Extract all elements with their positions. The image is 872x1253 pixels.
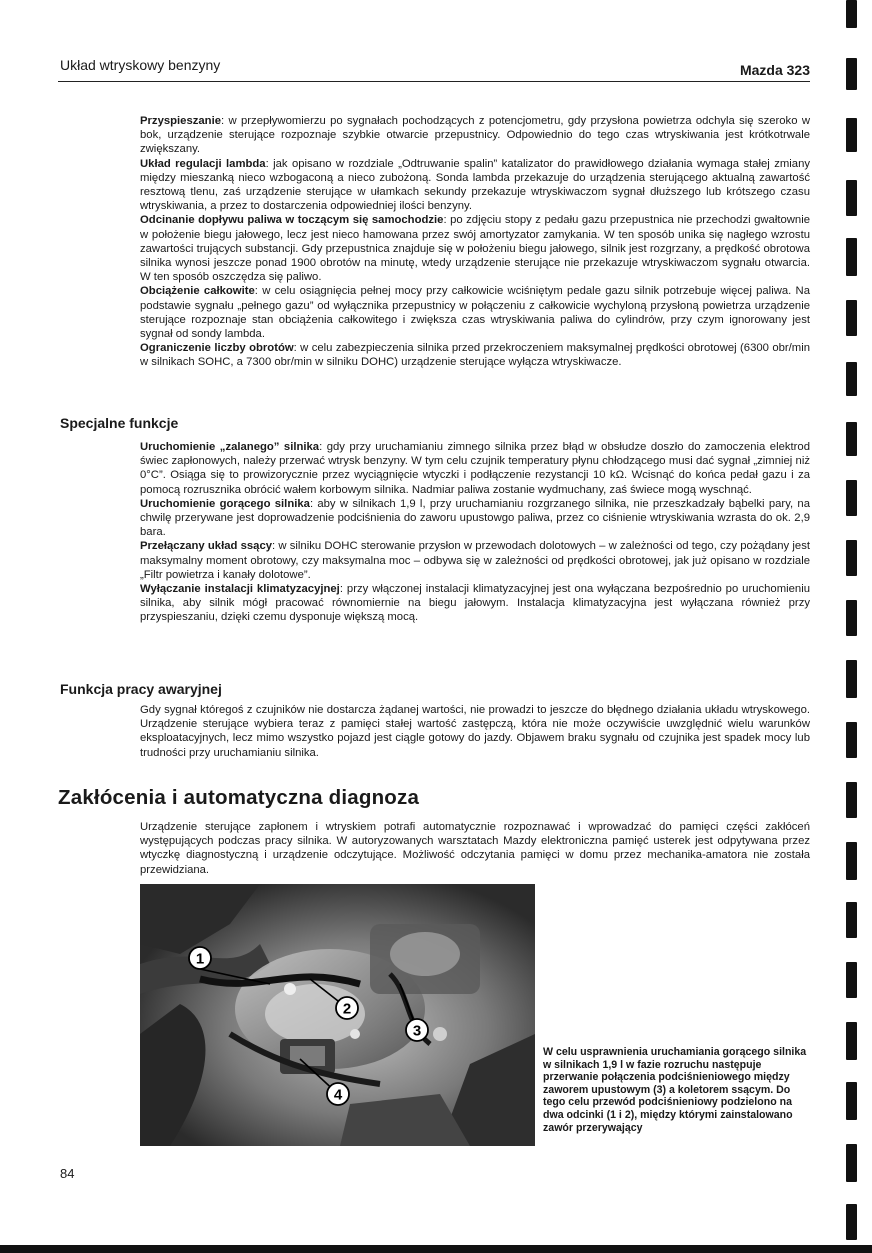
term-fuel-cutoff: Odcinanie dopływu paliwa w toczącym się samochodzie <box>140 214 444 227</box>
callout-3-label: 3 <box>412 1022 422 1040</box>
paragraph-ac-cutoff: Wyłączanie instalacji klimatyzacyjnej: przy włączonej instalacji klimatyzacyjnej jest ona wyłączana bezpośrednio po uruchomieniu silnika, aby silnik mógł pracować równomiernie na biegu jałowym. Instalacja klimatyzacyjna jest wyłączana również przy przyspieszaniu, dzięki czemu dysponuje większą mocą. <box>140 583 810 624</box>
engine-photo <box>140 884 535 1146</box>
term-hot-start: Uruchomienie gorącego silnika <box>140 497 310 510</box>
running-header-vehicle: Mazda 323 <box>739 62 810 78</box>
heading-diagnostics: Zakłócenia i automatyczna diagnoza <box>58 786 420 809</box>
subheading-limp-mode: Funkcja pracy awaryjnej <box>60 681 222 697</box>
callout-2-label: 2 <box>342 1000 352 1018</box>
scan-bottom-edge <box>0 1245 872 1253</box>
callout-2 <box>336 997 358 1019</box>
section-modes <box>140 114 810 370</box>
scan-edge-marks <box>846 0 860 1253</box>
subheading-special-functions: Specjalne funkcje <box>60 415 179 431</box>
section-diagnostics <box>140 820 810 877</box>
section-special-functions <box>140 440 810 625</box>
paragraph-fuel-cutoff: Odcinanie dopływu paliwa w toczącym się samochodzie: po zdjęciu stopy z pedału gazu przepustnica nie przechodzi gwałtownie w położenie biegu jałowego, lecz jest nieco hamowana przez swój amortyzator zamykania. W ten sposób unika się nagłego wzrostu zawartości trujących substancji. Gdy przepustnica znajduje się w położeniu biegu jałowego, silnik jest rozgrzany, a prędkość obrotowa silnika wynosi jeszcze ponad 1900 obrotów na minutę, wtedy urządzenie sterujące nie przekazuje wtryskiwaczom sygnału otwarcia. W ten sposób oszczędza się paliwo. <box>140 214 810 284</box>
callout-3 <box>406 1019 428 1041</box>
term-ac-cutoff: Wyłączanie instalacji klimatyzacyjnej <box>140 583 340 596</box>
paragraph-variable-intake: Przełączany układ ssący: w silniku DOHC sterowanie przysłon w przewodach dolotowych – w zależności od tego, czy pożądany jest maksymalny moment obrotowy, czy maksymalna moc – odbywa się w zależności od prędkości obrotowej, jak już opisano w rozdziale „Filtr powietrza i kanały dolotowe”. <box>140 540 810 581</box>
running-header-title: Układ wtryskowy benzyny <box>60 57 221 73</box>
paragraph-limp-mode: Gdy sygnał któregoś z czujników nie dostarcza żądanej wartości, nie prowadzi to jeszcze do błędnego działania układu wtryskowego. Urządzenie sterujące wybiera teraz z pamięci stałej wartość zastępczą, która nie może oczywiście uwzględnić wielu warunków eksploatacyjnych, lecz mimo wszystko pojazd jest ciągle gotowy do jazdy. Objawem braku sygnału od czujnika jest spadek mocy lub trudności przy uruchamianiu silnika. <box>140 704 810 759</box>
paragraph-diagnostics: Urządzenie sterujące zapłonem i wtryskiem potrafi automatycznie rozpoznawać i wprowadzać do pamięci części zakłóceń występujących podczas pracy silnika. W autoryzowanych warsztatach Mazdy elektroniczna pamięć usterek jest odpytywana przez wtyczkę diagnostyczną i urządzenie odczytujące. Możliwość odczytania pamięci w domu przez mechanika-amatora nie została przewidziana. <box>140 821 810 876</box>
paragraph-acceleration: Przyspieszanie: w przepływomierzu po sygnałach pochodzących z potencjometru, gdy przysłona powietrza odchyla się szeroko w bok, urządzenie sterujące rozpoznaje szybkie otwarcie przepustnicy. Odpowiednio do tego czas wtryskiwania jest krótkotrwale zwiększany. <box>140 115 810 156</box>
term-lambda: Układ regulacji lambda <box>140 157 266 170</box>
term-acceleration: Przyspieszanie <box>140 115 222 127</box>
photo-caption: W celu usprawnienia uruchamiania gorącego silnika w silnikach 1,9 l w fazie rozruchu następuje przerwanie połączenia podciśnieniowego między zaworem upustowym (3) a koletorem ssącym. Do tego celu przewód podciśnieniowy podzielono na dwa odcinki (1 i 2), między którymi zainstalowano zawór przerywający <box>543 1046 807 1134</box>
paragraph-hot-start: Uruchomienie gorącego silnika: aby w silnikach 1,9 l, przy uruchamianiu rozgrzanego silnika, nie przeszkadzały bąbelki pary, na chwilę przerywane jest doprowadzenie podciśnienia do zaworu upustowgo paliwa, przez co ciśnienie wtryskiwania wzrasta do ok. 2,9 bara. <box>140 497 810 539</box>
paragraph-lambda: Układ regulacji lambda: jak opisano w rozdziale „Odtruwanie spalin” katalizator do prawidłowego działania wymaga stałej zmiany między mieszanką nieco wzbogaconą a nieco zubożoną. Sonda lambda przekazuje do urządzenia sterującego aktualną zawartość resztową tlenu, zaś urządzenie sterujące w ułamkach sekundy przekazuje wtryskiwaczom sygnał dłuższego lub krótszego czasu wtryskiwania, a przez to dostarczenia odpowiedniej ilości benzyny. <box>140 157 810 213</box>
term-rev-limit: Ograniczenie liczby obrotów <box>140 342 294 355</box>
term-full-load: Obciążenie całkowite <box>140 285 255 298</box>
term-flooded-start: Uruchomienie „zalanego” silnika <box>140 441 320 453</box>
section-limp-mode <box>140 703 810 760</box>
callout-1-label: 1 <box>195 950 205 968</box>
paragraph-flooded-start: Uruchomienie „zalanego” silnika: gdy przy uruchamianiu zimnego silnika przez błąd w obsłudze doszło do zamoczenia elektrod świec zapłonowych, należy przerwać wtrysk benzyny. W tym celu czujnik temperatury płynu chłodzącego musi dać sygnał „zimniej niż 0°C”. Osiąga się to prowizorycznie przez wyciągnięcie wtyczki i podłączenie rezystancji 10 kΩ. Wcisnąć do końca pedał gazu i za pomocą rozrusznika obrócić wałem korbowym silnika. Nadmiar paliwa zostanie wydmuchany, zaś świece mogą wyschnąć. <box>140 441 810 496</box>
paragraph-rev-limit: Ograniczenie liczby obrotów: w celu zabezpieczenia silnika przed przekroczeniem maksymalnej prędkości obrotowej (6300 obr/min w silnikach SOHC, a 7300 obr/min w silniku DOHC) urządzenie sterujące wyłącza wtryskiwacze. <box>140 342 810 369</box>
term-variable-intake: Przełączany układ ssący <box>140 540 273 553</box>
callout-4 <box>327 1083 349 1105</box>
header-rule <box>58 81 810 82</box>
callout-4-label: 4 <box>333 1086 343 1104</box>
paragraph-full-load: Obciążenie całkowite: w celu osiągnięcia pełnej mocy przy całkowicie wciśniętym pedale gazu silnik potrzebuje więcej paliwa. Na podstawie sygnału „pełnego gazu” od wyłącznika przepustnicy w połączeniu z całkowicie wychyloną przysłoną powietrza urządzenie sterujące rozpoznaje stan obciążenia całkowitego i zwiększa czas wtryskiwania paliwa do cylindrów, przy czym ignorowany jest sygnał od sondy lambda. <box>140 285 810 341</box>
page-number: 84 <box>60 1166 75 1181</box>
callout-1 <box>189 947 211 969</box>
